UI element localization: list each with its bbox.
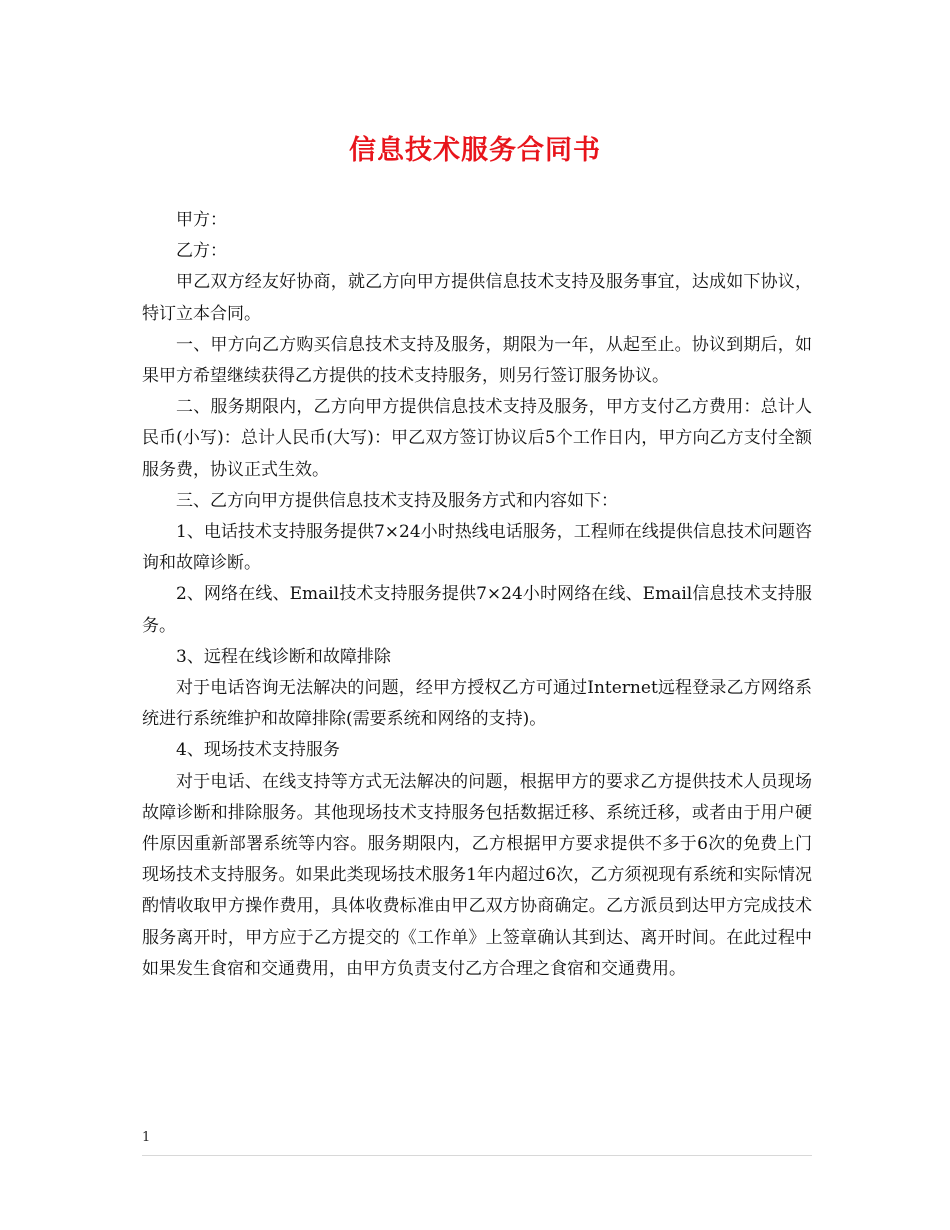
service-item-4-heading: 4、现场技术支持服务 xyxy=(176,740,340,761)
document-title: 信息技术服务合同书 xyxy=(349,135,601,166)
clause-3-heading: 三、乙方向甲方提供信息技术支持及服务方式和内容如下： xyxy=(176,490,618,511)
clause-2-paragraph: 二、服务期限内，乙方向甲方提供信息技术支持及服务，甲方支付乙方费用：总计人民币(小写)：总计人民币(大写)：甲乙双方签订协议后5个工作日内，甲方向乙方支付全额服务费，协议正式生效。 xyxy=(142,397,812,480)
party-a-line: 甲方： xyxy=(176,210,227,230)
clause-1-paragraph: 一、甲方向乙方购买信息技术支持及服务，期限为一年，从起至止。协议到期后，如果甲方希望继续获得乙方提供的技术支持服务，则另行签订服务协议。 xyxy=(142,334,812,387)
service-item-4-body: 对于电话、在线支持等方式无法解决的问题，根据甲方的要求乙方提供技术人员现场故障诊断和排除服务。其他现场技术支持服务包括数据迁移、系统迁移，或者由于用户硬件原因重新部署系统等内容。服务期限内，乙方根据甲方要求提供不多于6次的免费上门现场技术支持服务。如果此类现场技术服务1年内超过6次，乙方须视现有系统和实际情况酌情收取甲方操作费用，具体收费标准由甲乙双方协商确定。乙方派员到达甲方完成技术服务离开时，甲方应于乙方提交的《工作单》上签章确认其到达、离开时间。在此过程中如果发生食宿和交通费用，由甲方负责支付乙方合理之食宿和交通费用。 xyxy=(142,771,812,979)
page-number: 1 xyxy=(142,1130,151,1145)
service-item-2: 2、网络在线、Email技术支持服务提供7×24小时网络在线、Email信息技术支持服务。 xyxy=(142,584,812,636)
preamble-paragraph: 甲乙双方经友好协商，就乙方向甲方提供信息技术支持及服务事宜，达成如下协议，特订立本合同。 xyxy=(142,272,812,324)
service-item-1: 1、电话技术支持服务提供7×24小时热线电话服务，工程师在线提供信息技术问题咨询和故障诊断。 xyxy=(142,522,812,574)
service-item-3-body: 对于电话咨询无法解决的问题，经甲方授权乙方可通过Internet远程登录乙方网络系统进行系统维护和故障排除(需要系统和网络的支持)。 xyxy=(142,678,812,730)
document-body xyxy=(142,205,812,985)
party-b-line: 乙方： xyxy=(176,241,227,262)
footer-divider xyxy=(142,1155,812,1156)
service-item-3-heading: 3、远程在线诊断和故障排除 xyxy=(176,646,391,667)
